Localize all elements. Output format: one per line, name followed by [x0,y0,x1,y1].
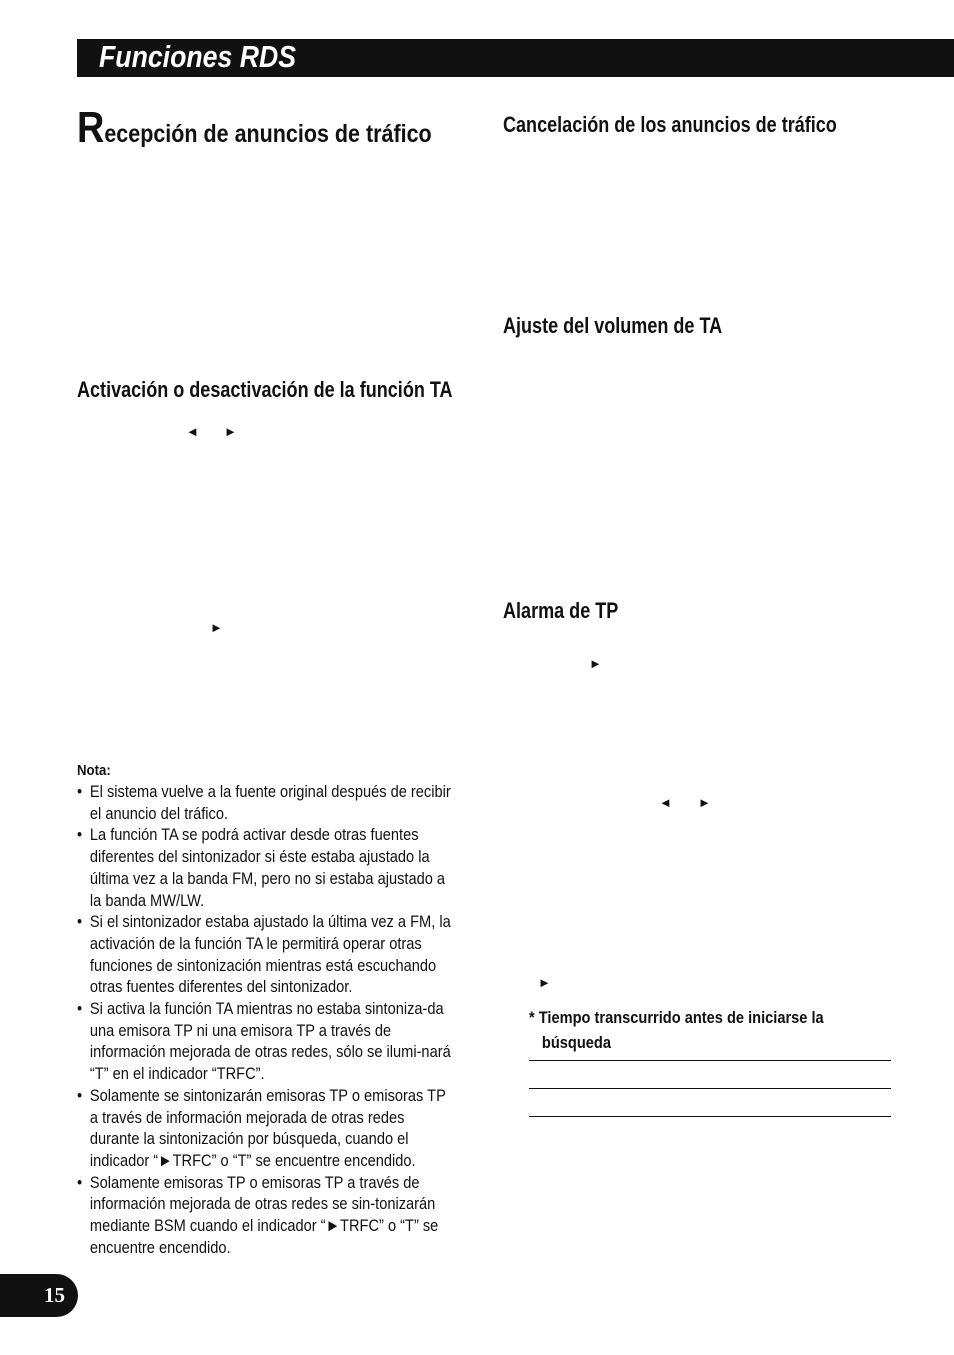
note-item: • Si el sintonizador estaba ajustado la última vez a FM, la activación de la función TA le permitirá operar otras funciones de sintonización mientras está escuchando otras fuentes diferentes del sintonizador. [77,911,455,998]
left-arrow-icon: ◄ [186,424,199,439]
title-initial: R [77,103,105,152]
table-rule [529,1116,891,1117]
page-number: 15 [44,1283,65,1307]
heading-ta-volume: Ajuste del volumen de TA [503,313,723,338]
note-item: • Solamente emisoras TP o emisoras TP a través de información mejorada de otras redes se sin-tonizarán mediante BSM cuando el indicador “►TRFC” o “T” se encuentre encendido. [77,1172,455,1259]
right-arrow-icon: ► [698,795,711,810]
right-arrow-icon: ► [210,620,223,635]
right-arrow-icon: ► [589,656,602,671]
heading-tp-alarm: Alarma de TP [503,598,619,623]
right-arrow-icon: ► [538,975,551,990]
heading-ta-toggle: Activación o desactivación de la función TA [77,377,453,402]
left-arrow-icon: ◄ [659,795,672,810]
heading-cancel-announcements: Cancelación de los anuncios de tráfico [503,112,837,137]
table-rule [529,1060,891,1061]
section-title [77,103,432,154]
right-arrow-icon: ► [224,424,237,439]
header-bar [77,39,954,77]
note-item: • El sistema vuelve a la fuente original después de recibir el anuncio del tráfico. [77,781,455,824]
note-label: Nota: [77,762,111,779]
table-rule [529,1088,891,1089]
page-header-title: Funciones RDS [99,39,297,74]
note-item: • Si activa la función TA mientras no estaba sintoniza-da una emisora TP ni una emisora TP a través de información mejorada de otras redes, sólo se ilumi-nará “T” en el indicador “TRFC”. [77,998,455,1085]
footnote-elapsed-time: * Tiempo transcurrido antes de iniciarse la búsqueda [529,1008,824,1052]
note-item: • Solamente se sintonizarán emisoras TP o emisoras TP a través de información mejorada de otras redes durante la sintonización por búsqueda, cuando el indicador “►TRFC” o “T” se encuentre encendido. [77,1085,455,1172]
page-number-tab [0,1274,78,1317]
title-rest: ecepción de anuncios de tráfico [104,120,432,148]
note-item: • La función TA se podrá activar desde otras fuentes diferentes del sintonizador si éste estaba ajustado la última vez a la banda FM, pero no si estaba ajustado a la banda MW/LW. [77,824,455,911]
note-list [77,781,455,1258]
